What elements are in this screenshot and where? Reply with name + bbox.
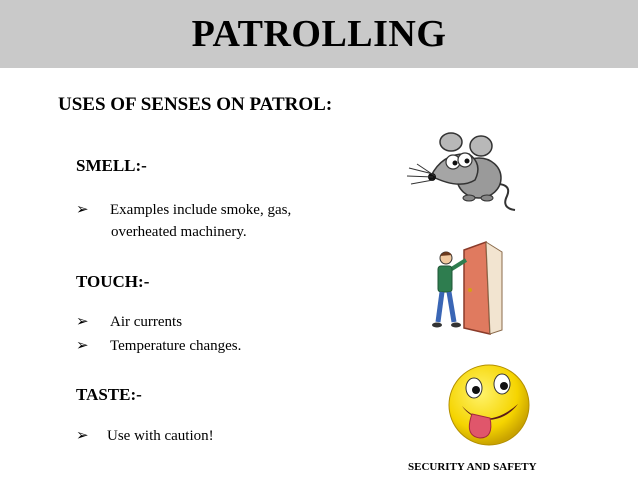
arrow-bullet-icon: ➢ — [76, 338, 89, 354]
smiley-tongue-out-icon — [446, 362, 532, 448]
smell-bullet — [76, 200, 291, 219]
taste-bullet — [76, 426, 214, 445]
arrow-bullet-icon: ➢ — [76, 202, 89, 218]
subtitle: USES OF SENSES ON PATROL: — [58, 94, 333, 115]
arrow-bullet-icon: ➢ — [76, 314, 89, 330]
touch-bullet-text: Air currents — [110, 314, 183, 330]
footer-label: SECURITY AND SAFETY — [408, 461, 537, 473]
smell-heading: SMELL:- — [76, 156, 147, 175]
arrow-bullet-icon: ➢ — [76, 428, 89, 444]
taste-heading: TASTE:- — [76, 385, 142, 404]
touch-heading: TOUCH:- — [76, 272, 150, 291]
touch-bullet-text: Temperature changes. — [110, 338, 242, 354]
touch-bullet-2 — [76, 336, 241, 355]
smell-continuation: overheated machinery. — [111, 224, 247, 240]
rat-cartoon-icon — [403, 124, 528, 220]
page-title: PATROLLING — [191, 13, 447, 55]
taste-bullet-text: Use with caution! — [107, 428, 214, 444]
man-opening-door-icon — [428, 238, 514, 338]
smell-bullet-text: Examples include smoke, gas, — [110, 202, 292, 218]
touch-bullet-1 — [76, 312, 182, 331]
